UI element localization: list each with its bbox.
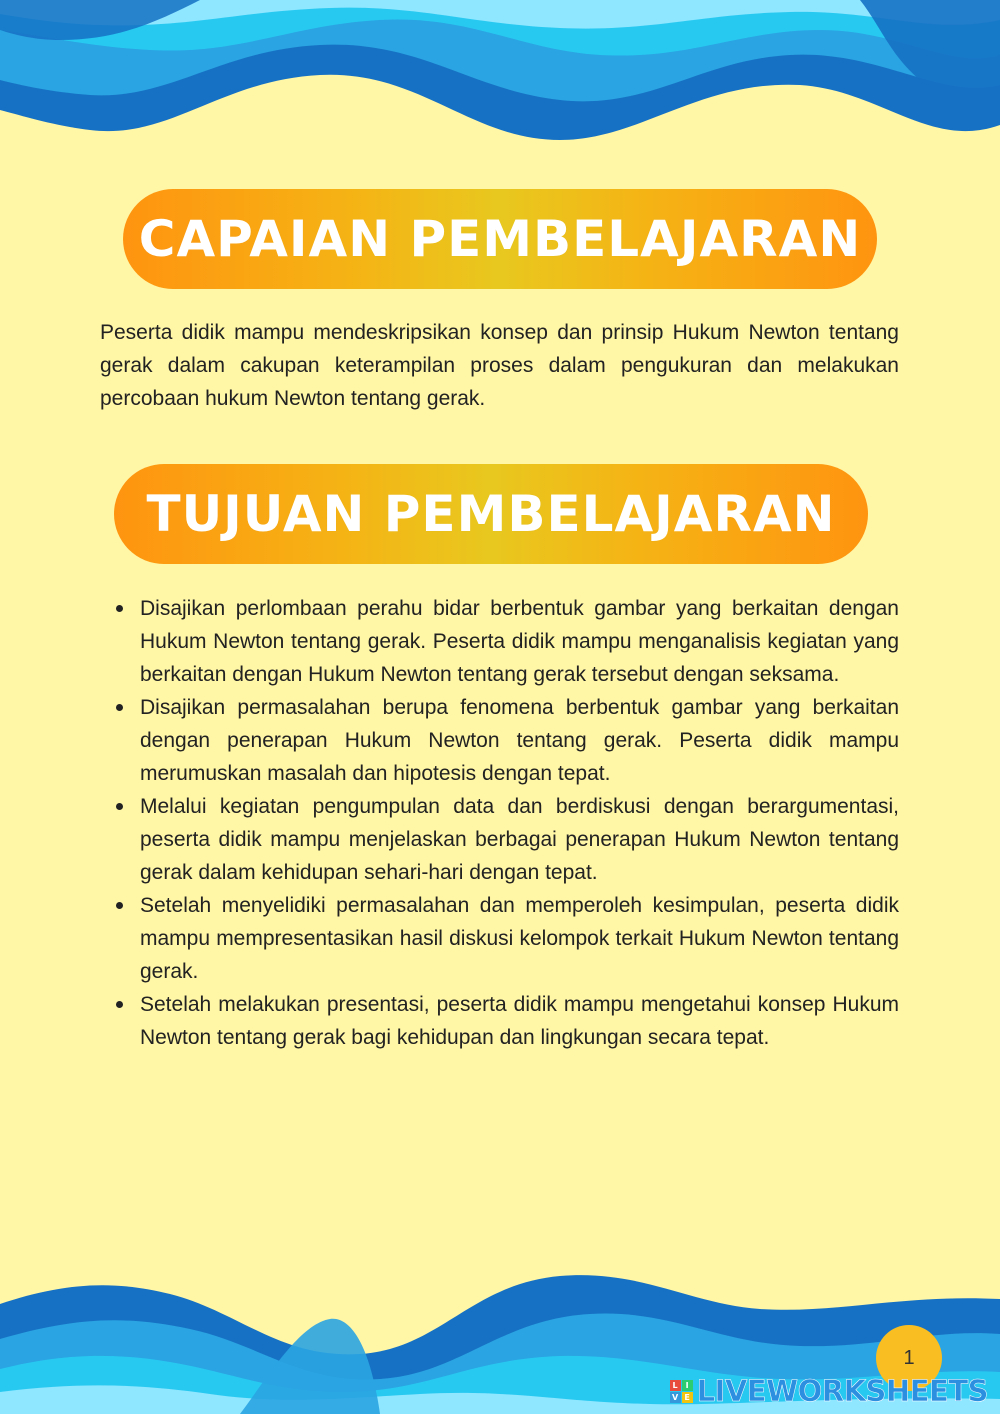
list-item: Setelah melakukan presentasi, peserta didik mampu mengetahui konsep Hukum Newton tentang gerak bagi kehidupan dan lingkungan secara tepat. xyxy=(140,988,899,1054)
liveworksheets-logo-icon xyxy=(670,1380,693,1403)
logo-letter: V xyxy=(670,1392,681,1403)
tujuan-title: TUJUAN PEMBELAJARAN xyxy=(146,485,836,543)
list-item: Disajikan perlombaan perahu bidar berbentuk gambar yang berkaitan dengan Hukum Newton tentang gerak. Peserta didik mampu menganalisis kegiatan yang berkaitan dengan Hukum Newton tentang gerak tersebut dengan seksama. xyxy=(140,592,899,691)
brand-text: LIVEWORKSHEETS xyxy=(696,1374,988,1408)
capaian-title-banner xyxy=(123,189,877,289)
list-item: Disajikan permasalahan berupa fenomena berbentuk gambar yang berkaitan dengan penerapan Hukum Newton tentang gerak. Peserta didik mampu merumuskan masalah dan hipotesis dengan tepat. xyxy=(140,691,899,790)
list-item: Melalui kegiatan pengumpulan data dan berdiskusi dengan berargumentasi, peserta didik mampu menjelaskan berbagai penerapan Hukum Newton tentang gerak dalam kehidupan sehari-hari dengan tepat. xyxy=(140,790,899,889)
top-wave-decoration xyxy=(0,0,1000,160)
list-item: Setelah menyelidiki permasalahan dan memperoleh kesimpulan, peserta didik mampu mempresentasikan hasil diskusi kelompok terkait Hukum Newton tentang gerak. xyxy=(140,889,899,988)
logo-letter: E xyxy=(682,1392,693,1403)
brand-watermark xyxy=(670,1374,988,1408)
capaian-body: Peserta didik mampu mendeskripsikan konsep dan prinsip Hukum Newton tentang gerak dalam cakupan keterampilan proses dalam pengukuran dan melakukan percobaan hukum Newton tentang gerak. xyxy=(100,321,899,410)
logo-letter: I xyxy=(682,1380,693,1391)
page-number: 1 xyxy=(903,1346,915,1369)
capaian-title: CAPAIAN PEMBELAJARAN xyxy=(138,210,862,268)
tujuan-list xyxy=(140,592,899,1054)
logo-letter: L xyxy=(670,1380,681,1391)
tujuan-title-banner xyxy=(114,464,868,564)
